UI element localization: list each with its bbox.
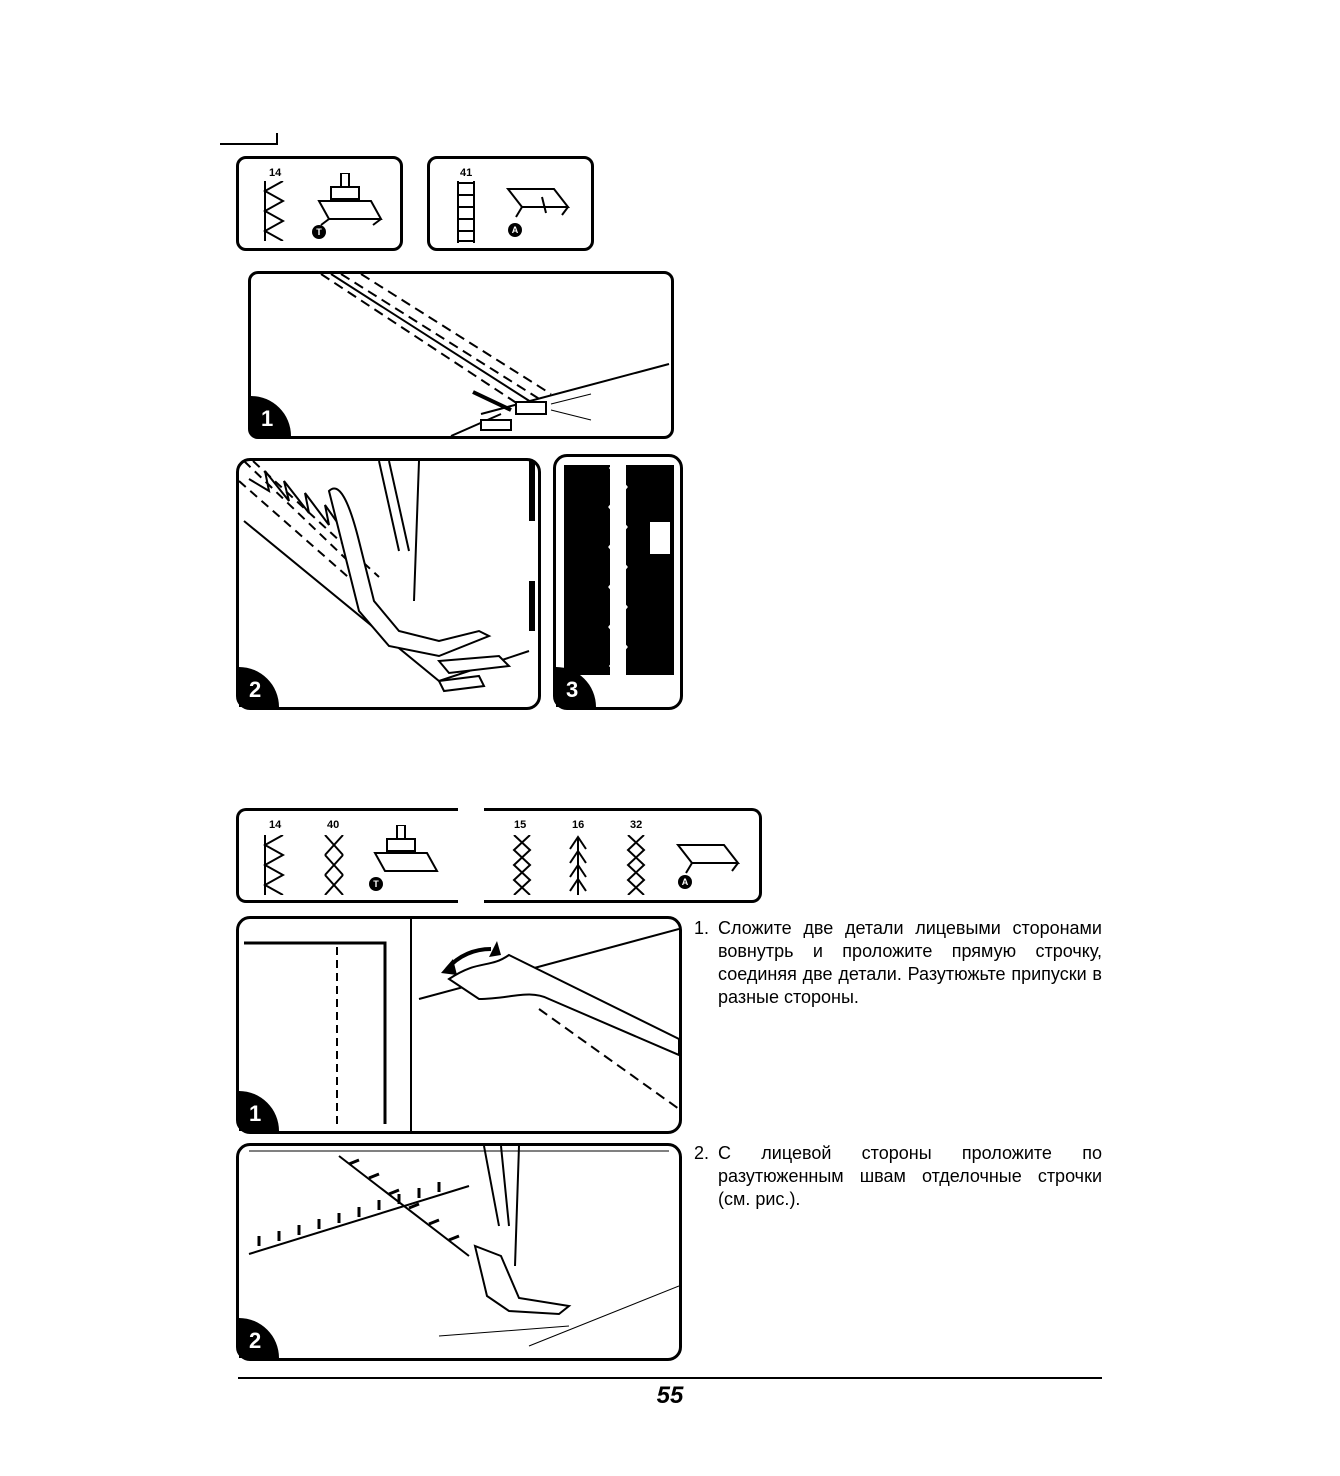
cross-stitch-icon: [323, 835, 345, 895]
foot-letter-badge: A: [678, 875, 692, 889]
stitch-number: 41: [460, 167, 473, 179]
figure-number: 2: [239, 1318, 279, 1358]
instruction-step-2: [694, 1142, 1102, 1211]
figure-number: 1: [239, 1091, 279, 1131]
stitch-panel-1a: [236, 156, 403, 251]
stitch-panel-1b: [427, 156, 594, 251]
stitch-number: 14: [269, 167, 282, 179]
figure-number: 1: [251, 396, 291, 436]
presser-foot-icon: [311, 173, 383, 229]
stitch-number: 16: [572, 819, 585, 831]
step-number: 1.: [694, 918, 710, 938]
stitch-number: 32: [630, 819, 643, 831]
figure-3-finished-seam: [553, 454, 683, 710]
section-header-mark: [220, 133, 278, 145]
step-number: 2.: [694, 1143, 710, 1163]
zigzag-stitch-icon: [263, 181, 285, 241]
figure-1-pressed-seam: [236, 916, 682, 1134]
presser-foot-icon: [367, 825, 439, 881]
figure-1-fabric-seam: [248, 271, 674, 439]
double-zigzag-stitch-icon: [512, 835, 532, 895]
ladder-stitch-icon: [456, 181, 476, 243]
instruction-step-1: [694, 917, 1102, 1009]
feather-stitch-icon: [568, 835, 588, 895]
presser-foot-icon: [502, 183, 572, 223]
figure-number: 3: [556, 667, 596, 707]
page-number: 55: [656, 1382, 684, 1409]
stitch-number: 14: [269, 819, 282, 831]
stitch-number: 15: [514, 819, 527, 831]
footer-divider: [238, 1377, 1102, 1379]
stitch-panel-2b: [484, 808, 762, 903]
stitch-panel-2a: [236, 808, 458, 903]
figure-number: 2: [239, 667, 279, 707]
step-text: С лицевой стороны проложите по разутюженным швам отделочные строчки (см. рис.).: [718, 1143, 1102, 1209]
step-text: Сложите две детали лицевыми сторонами вовнутрь и проложите прямую строчку, соединяя две детали. Разутюжьте припуски в разные стороны.: [718, 918, 1102, 1007]
foot-letter-badge: A: [508, 223, 522, 237]
stitch-number: 40: [327, 819, 340, 831]
foot-letter-badge: T: [312, 225, 326, 239]
cross-stitch-icon: [626, 835, 646, 895]
foot-letter-badge: T: [369, 877, 383, 891]
figure-2-decorative-stitching: [236, 1143, 682, 1361]
figure-2-zigzag-sewing: [236, 458, 541, 710]
presser-foot-icon: [672, 839, 742, 879]
zigzag-stitch-icon: [263, 835, 285, 895]
